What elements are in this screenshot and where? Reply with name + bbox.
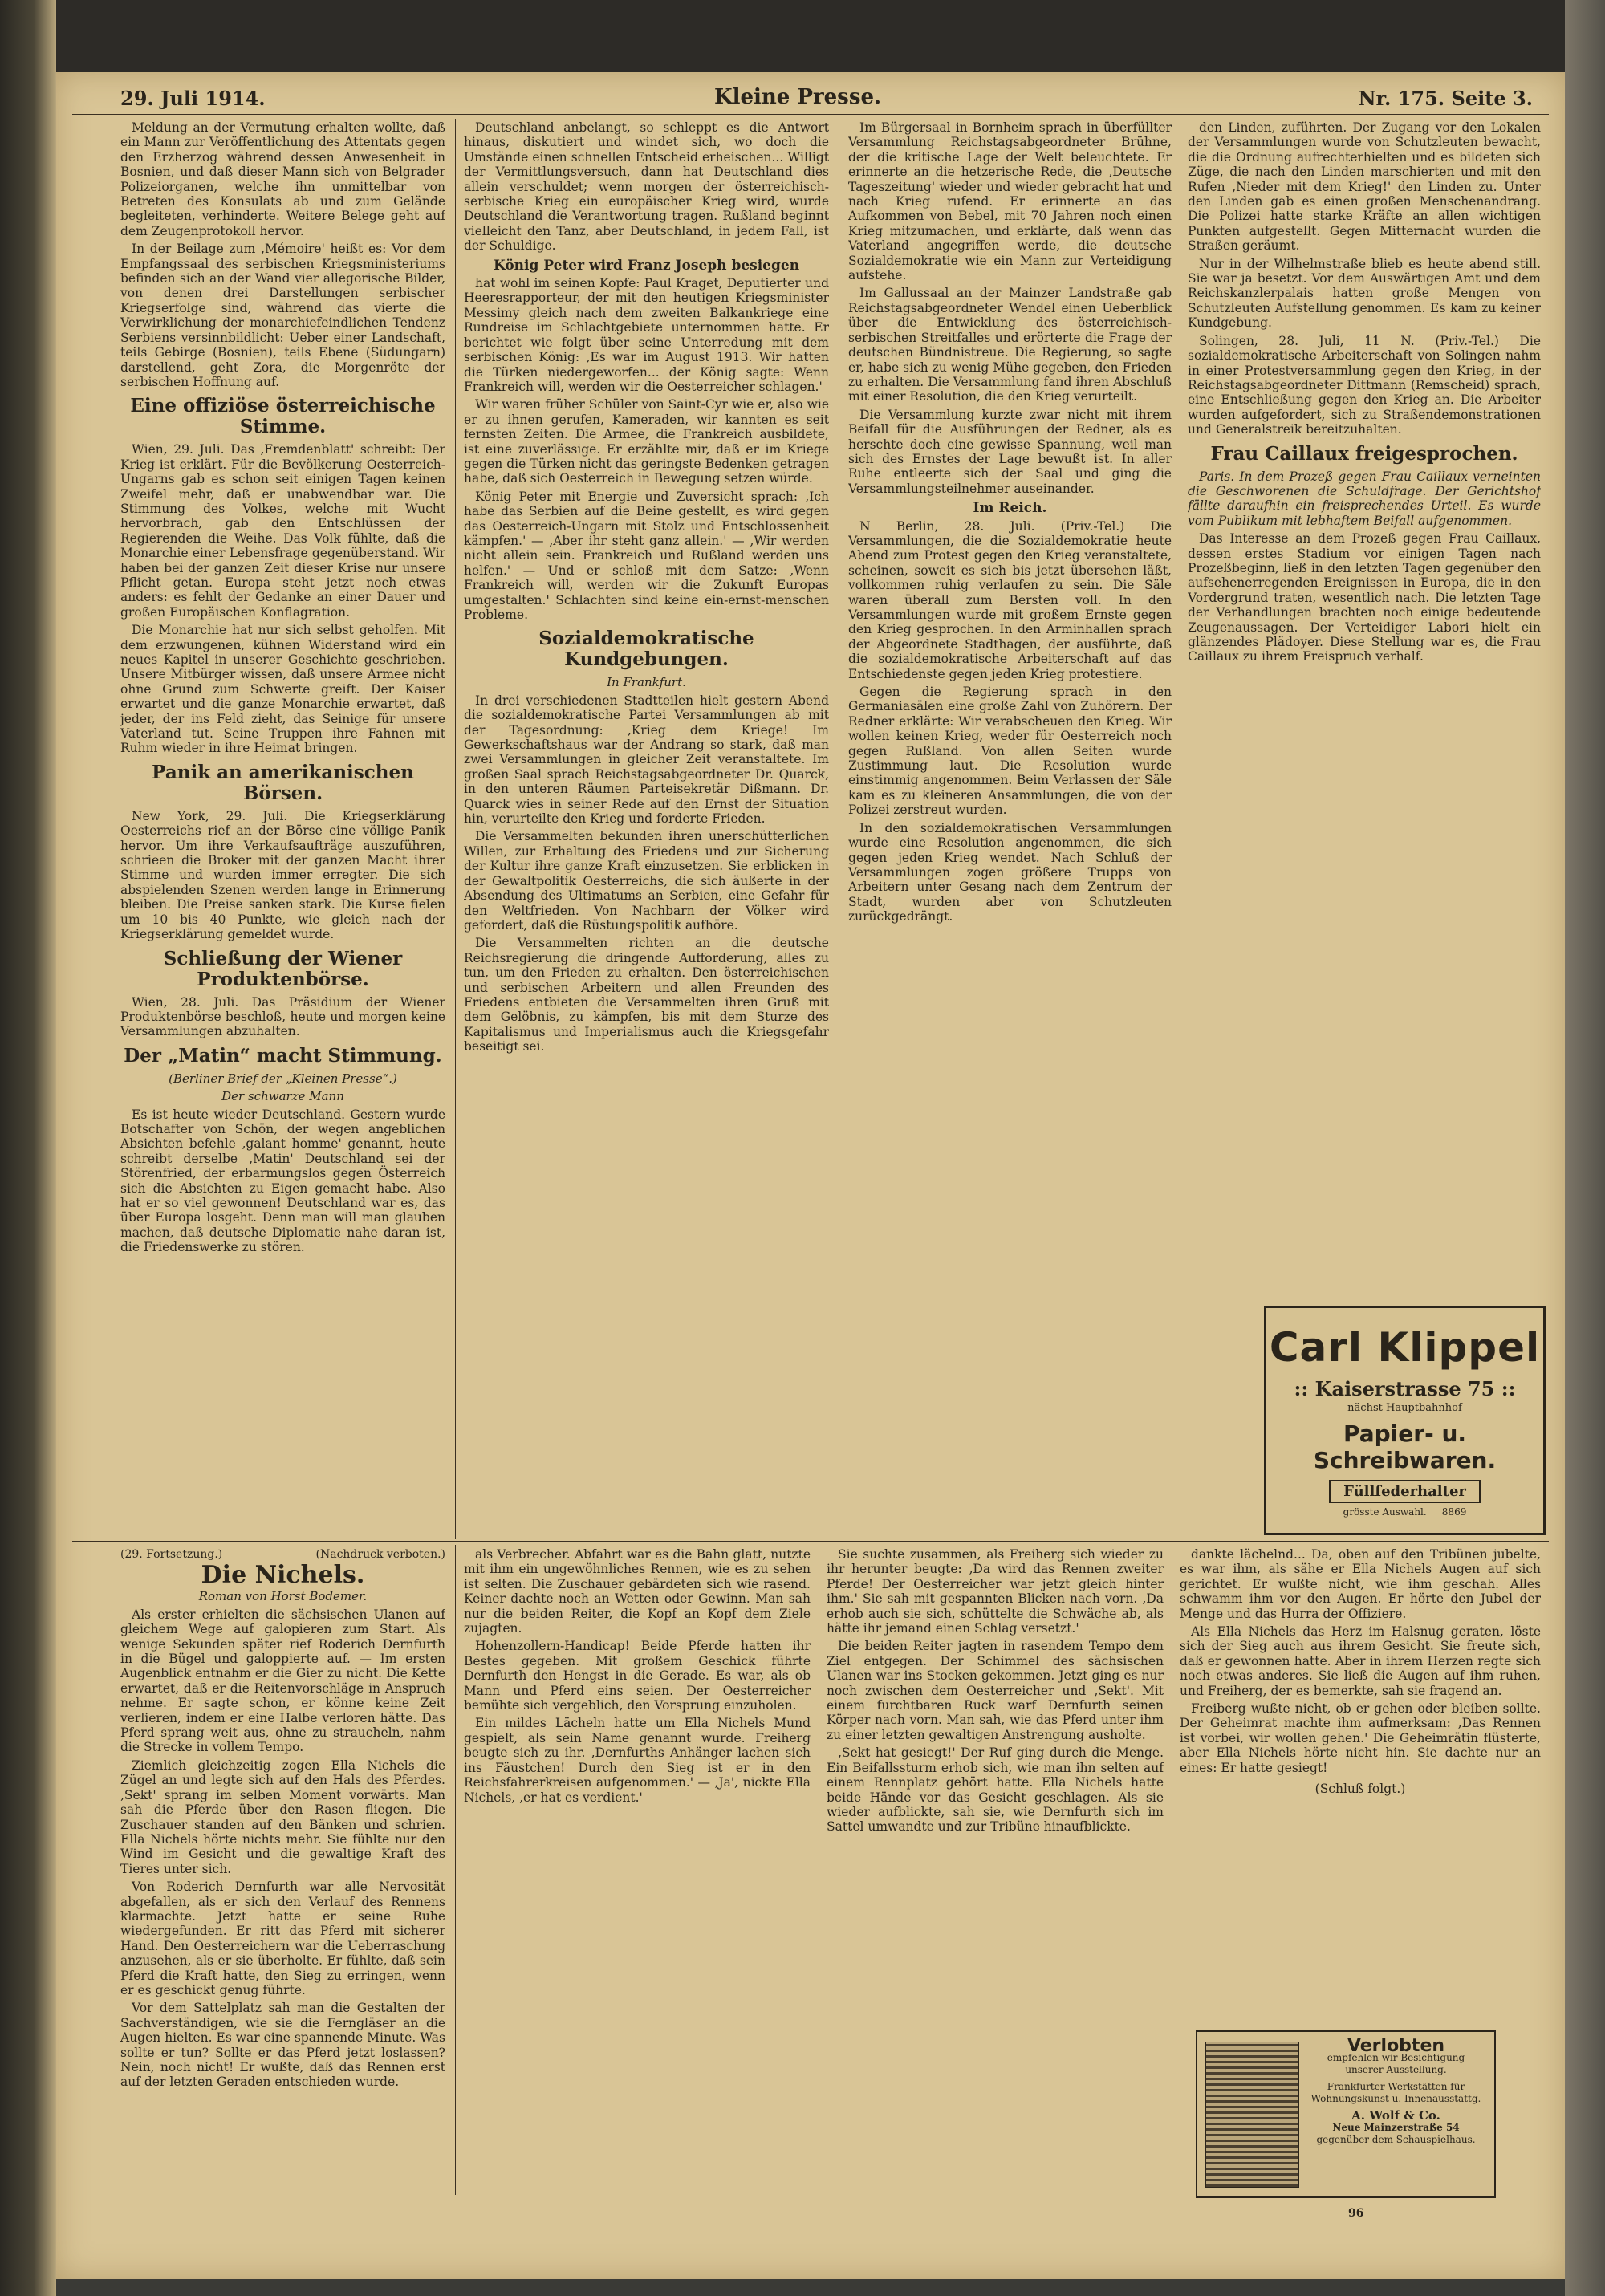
paragraph: Im Bürgersaal in Bornheim sprach in überfüllter Versammlung Reichstagsabgeordneter Brühne, der die kritische Lage der Welt beleuchtete. Er erinnerte an die hetzerische Rede, die ‚Deutsche Tageszeitung' wieder und wieder gebracht hat und nach Krieg rufend. Er erinnerte an das Aufkommen von Bebel, mit 70 Jahren noch einen Krieg mitzumachen, und erklärte, daß wenn das Vaterland angegriffen werde, die deutsche Sozialdemokratie wie ein Mann zur Verteidigung aufstehe. — [848, 120, 1172, 283]
fortsetzung-label: (29. Fortsetzung.) — [120, 1548, 223, 1561]
paragraph: Die Versammlung kurzte zwar nicht mit ihrem Beifall für die Ausführungen der Redner, als es herschte doch eine gewisse Spannung, weil man sich des Ernstes der Lage bewußt ist. In aller Ruhe entleerte sich der Saal und ging die Versammlungsteilnehmer auseinander. — [848, 407, 1172, 496]
ad-products: Papier- u. Schreibwaren. — [1313, 1420, 1497, 1473]
header-title: Kleine Presse. — [714, 85, 882, 109]
paragraph: In den sozialdemokratischen Versammlungen wurde eine Resolution angenommen, die sich gegen jeden Krieg wendet. Nach Schluß der Versammlungen zogen größere Trupps von Arbeitern unter Gesang nach dem Zentrum der Stadt, wurden aber von Schutzleuten zurückgedrängt. — [848, 820, 1172, 924]
headline: Der „Matin“ macht Stimmung. — [124, 1044, 442, 1067]
ad-headline: Verlobten — [1347, 2036, 1445, 2056]
paragraph: Freiberg wußte nicht, ob er gehen oder bleiben sollte. Der Geheimrat machte ihm aufmerksam: ‚Das Rennen ist vorbei, wir wollen gehen.' Die Geheimrätin flüsterte, aber Ella Nichels hörte nicht hin. Sie dachte nur an eines: Er hatte gesiegt! — [1180, 1701, 1541, 1775]
subheadline: Im Reich. — [973, 500, 1047, 517]
paragraph: Meldung an der Vermutung erhalten wollte, daß ein Mann zur Veröffentlichung des Attentats gegen den Erzherzog während dessen Anwesenheit in Bosnien, und daß dieser Mann sich von Belgrader Polizeiorganen, welche ihn unmittelbar von Betreten des Konsulats ab und zum Gelände begleiteten, verhinderte. Weitere Belege geht auf dem Zeugenprotokoll hervor. — [120, 120, 445, 238]
ad-line: empfehlen wir Besichtigung — [1327, 2052, 1465, 2063]
paragraph: Ziemlich gleichzeitig zogen Ella Nichels die Zügel an und legte sich auf den Hals des Pferdes. ‚Sekt' sprang im selben Moment vorwärts. Man sah die Pferde über den Rasen fliegen. Die Zuschauer standen auf den Bänken und schrien. Ella Nichels hörte nichts mehr. Sie fühlte nur den Wind im Gesicht und die gewaltige Kraft des Tieres unter sich. — [120, 1758, 445, 1876]
ad-text — [1306, 2036, 1486, 2146]
paragraph: N Berlin, 28. Juli. (Priv.-Tel.) Die Versammlungen, die die Sozialdemokratie heute Abend zum Protest gegen den Krieg veranstaltete, scheinen, soweit es sich bis jetzt übersehen läßt, vollkommen ruhig verlaufen zu sein. Die Säle waren überall zum Bersten voll. In den Versammlungen wurde mit großem Ernste gegen den Krieg gesprochen. In den Arminhallen sprach der Abgeordnete Stadthagen, der ausführte, daß die sozialdemokratische Arbeiterschaft auf das Entschiedenste gegen jeden Krieg protestiere. — [848, 518, 1172, 681]
paragraph: hat wohl im seinen Kopfe: Paul Kraget, Deputierter und Heeresrapporteur, der mit den heutigen Kriegsminister Messimy gleich nach dem zweiten Balkankriege eine Rundreise im Schlachtgebiete unternommen hatte. Er berichtet wie folgt über seine Unterredung mit dem serbischen König: ‚Es war im August 1913. Wir hatten die Türken niedergeworfen... der König sagte: Wenn Frankreich will, werden wir die Oesterreicher schlagen.' — [464, 276, 829, 394]
scan-right-border — [1565, 0, 1605, 2296]
section-divider — [72, 1541, 1549, 1542]
paragraph: König Peter mit Energie und Zuversicht sprach: ‚Ich habe das Serbien auf die Beine gestellt, es wird gegen das Oesterreich-Ungarn mit Stolz und Entschlossenheit kämpfen.' — ‚Aber ihr steht ganz allein.' — ‚Wir werden nicht allein sein. Frankreich und Rußland werden uns helfen.' — Und er schloß mit dem Satze: ‚Wenn Frankreich will, werden wir die Zukunft Europas umgestalten.' Schlachten sind keine ein-ernst-menschen Probleme. — [464, 489, 829, 622]
feuilleton-column-4 — [1180, 1547, 1541, 2021]
paragraph: Es ist heute wieder Deutschland. Gestern wurde Botschafter von Schön, der wegen angeblichen Absichten befehle ‚galant homme' genannt, heute schreibt derselbe ‚Matin' Deutschland sei der Störenfried, der erbarmungslos gegen Österreich sich die Absichten zu Eigen gemacht habe. Also hat er so viel gewonnen! Deutschland war es, das über Europa losgeht. Denn man will man glauben machen, daß deutsche Diplomatie nahe daran ist, die Friedenswerke zu stören. — [120, 1107, 445, 1255]
ad-line: Frankfurter Werkstätten für — [1327, 2081, 1465, 2092]
paragraph: Die Versammelten bekunden ihren unerschütterlichen Willen, zur Erhaltung des Friedens und zur Sicherung der Kultur ihre ganze Kraft einzusetzen. Sie erblicken in der Gewaltpolitik Oesterreichs, die sich äußerte in der Absendung des Ultimatums an Serbien, eine Gefahr für den Weltfrieden. Von Nachbarn der Völker wird gefordert, daß die Rüstungspolitik aufhöre. — [464, 829, 829, 933]
novel-title: Die Nichels. — [201, 1561, 365, 1590]
paragraph: den Linden, zuführten. Der Zugang vor den Lokalen der Versammlungen wurde von Schutzleuten bewacht, die die Ordnung aufrechterhielten und es bildeten sich Züge, die nach den Linden marschierten und mit den Rufen ‚Nieder mit dem Krieg!' den Linden zu. Unter den Linden gab es einen großen Menschenandrang. Die Polizei hatte starke Kräfte an allen wichtigen Punkten aufgestellt. Gegen Mitternacht wurden die Straßen geräumt. — [1188, 120, 1541, 254]
ad-line: Wohnungskunst u. Innenausstattg. — [1310, 2093, 1481, 2104]
advertisement-furniture — [1196, 2030, 1496, 2198]
advertisement-klippel — [1264, 1306, 1546, 1535]
header-issue: Nr. 175. Seite 3. — [1358, 87, 1533, 110]
paragraph: Die Versammelten richten an die deutsche Reichsregierung die dringende Aufforderung, alles zu tun, um den Frieden zu erhalten. Den österreichischen und serbischen Arbeitern und allen Freunden des Friedens entbieten die Versammelten ihren Gruß mit dem Gelöbnis, zu kämpfen, bis mit dem Sturze des Kapitalismus und Imperialismus auch die Kriegsgefahr beseitigt sei. — [464, 936, 829, 1055]
paragraph: Ein mildes Lächeln hatte um Ella Nichels Mund gespielt, als sein Name genannt wurde. Freiherg beugte sich zu ihr. ‚Dernfurths Anhänger lachen sich ins Fäustchen! Durch den Sieg ist er in den Reichsfahrerkreisen aufgenommen.' — ‚Ja', nickte Ella Nichels, ‚er hat es verdient.' — [464, 1716, 811, 1805]
column-2 — [464, 120, 829, 1537]
paragraph: New York, 29. Juli. Die Kriegserklärung Oesterreichs rief an der Börse eine völlige Panik hervor. Um ihre Verkaufsaufträge auszuführen, schrieen die Broker mit der ganzen Macht ihrer Stimme und wurden immer erregter. Die sich abspielenden Szenen werden lange in Erinnerung bleiben. Die Preise sanken stark. Die Kurse fielen um 10 bis 40 Punkte, wie gleich nach der Kriegserklärung gemeldet wurde. — [120, 808, 445, 942]
paragraph: Wir waren früher Schüler von Saint-Cyr wie er, also wie er zu ihnen gerufen, Kameraden, wir kannten es seit fernsten Zeiten. Die Armee, die Frankreich ausbildete, ist eine zuverlässige. Er erzählte mir, daß er im Kriege gegen die Türken nicht das geringste Bedenken getragen habe, daß sich Oesterreich in Bewegung setzen würde. — [464, 397, 829, 486]
paragraph: ‚Sekt hat gesiegt!' Der Ruf ging durch die Menge. Ein Beifallssturm erhob sich, wie man ihn selten auf einem Rennplatz gehört hatte. Ella Nichels hatte beide Hände vor das Gesicht geschlagen. Als sie wieder aufblickte, sah sie, wie Dernfurth sich im Sattel umwandte und zur Tribüne hinaufblickte. — [827, 1745, 1164, 1835]
paragraph: Von Roderich Dernfurth war alle Nervosität abgefallen, als er sich den Verlauf des Rennens klarmachte. Jetzt hatte er seine Ruhe wiedergefunden. Er ritt das Pferd mit sicherer Hand. Den Oesterreichern war die Ueberraschung anzusehen, als er sie überholte. Er fühlte, daß sein Pferd die Kraft hatte, den Sieg zu erringen, wenn er es geschickt genug führte. — [120, 1879, 445, 1997]
paragraph: Das Interesse an dem Prozeß gegen Frau Caillaux, dessen erstes Stadium vor einigen Tagen nach Prozeßbeginn, ließ in den letzten Tagen gegenüber den aufsehenerregenden Ereignissen in Europa, die in den Vordergrund traten, wesentlich nach. Die letzten Tage der Verhandlungen brachten noch einige bedeutende Zeugenaussagen. Der Verteidiger Labori hielt ein glänzendes Plädoyer. Diese Stellung war es, die Frau Caillaux zu ihrem Freispruch verhalf. — [1188, 531, 1541, 664]
ad-address: gegenüber dem Schauspielhaus. — [1316, 2134, 1476, 2145]
ad-firm: A. Wolf & Co. — [1351, 2108, 1440, 2123]
scan-top-border — [0, 0, 1605, 72]
headline: Schließung der Wiener Produktenbörse. — [163, 947, 403, 990]
paragraph: Wien, 29. Juli. Das ‚Fremdenblatt' schreibt: Der Krieg ist erklärt. Für die Bevölkerung Oesterreich-Ungarns gab es schon seit einigen Tagen keinen Zweifel mehr, daß er unabwendbar war. Die Stimmung des Volkes, welche mit Wucht hervorbrach, gab den Entschlüssen der Regierenden die Weihe. Das Volk fühlte, daß die Monarchie einer Lebensfrage gegenüberstand. Wir haben bei der ganzen Zeit dieser Krise nur unsere Pflicht getan. Europa steht jetzt noch etwas anders: es fehlt der Gedanke an einer Dauer und großen Europäischen Konflagration. — [120, 442, 445, 620]
headline: Panik an amerikanischen Börsen. — [152, 761, 414, 804]
paragraph: Die beiden Reiter jagten in rasendem Tempo dem Ziel entgegen. Der Schimmel des sächsischen Ulanen war ins Stocken gekommen. Jetzt ging es nur noch zwischen dem Oesterreicher und ‚Sekt'. Mit einem furchtbaren Ruck warf Dernfurth seinen Körper nach vorn. Man sah, wie das Pferd unter ihm zu einer letzten gewaltigen Anstrengung ausholte. — [827, 1639, 1164, 1742]
scan-left-border — [0, 0, 56, 2296]
paragraph: Vor dem Sattelplatz sah man die Gestalten der Sachverständigen, wie sie die Ferngläser an die Augen hielten. Es war eine spannende Minute. Was sollte er tun? Sollte er das Pferd jetzt loslassen? Nein, noch nicht! Er wußte, daß das Rennen erst auf der letzten Geraden entschieden wurde. — [120, 2001, 445, 2090]
headline: König Peter wird Franz Joseph besiegen — [493, 257, 800, 274]
paragraph: Sie suchte zusammen, als Freiherg sich wieder zu ihr herunter beugte: ‚Da wird das Rennen zweiter Pferde! Der Oesterreicher war jetzt gleich hinter ihm.' Sie sah mit gespannten Blicken nach vorn. ‚Da erhob auch sie sich, schüttelte die Schwäche ab, als hätte ihr jemand einen Schlag versetzt.' — [827, 1547, 1164, 1636]
continuation-note: (Schluß folgt.) — [1314, 1782, 1406, 1797]
subheadline: (Berliner Brief der „Kleinen Presse“.) — [169, 1071, 397, 1086]
ad-address: Neue Mainzerstraße 54 — [1332, 2122, 1460, 2133]
paragraph: In drei verschiedenen Stadtteilen hielt gestern Abend die sozialdemokratische Partei Versammlungen ab mit der Tagesordnung: ‚Krieg dem Kriege! Im Gewerkschaftshaus war der Andrang so stark, daß man zwei Versammlungen in gleicher Zeit veranstaltete. Im großen Saal sprach Reichstagsabgeordneter Dr. Quarck, in den unteren Räumen Parteisekretär Dißmann. Dr. Quarck wies in seiner Rede auf den Ernst der Situation hin, verurteilte den Krieg und forderte Frieden. — [464, 693, 829, 827]
paragraph: Hohenzollern-Handicap! Beide Pferde hatten ihr Bestes gegeben. Mit großem Geschick führte Dernfurth den Hengst in die Gerade. Es war, als ob Mann und Pferd eins seien. Der Oesterreicher bemühte sich vergeblich, den Vorsprung einzuholen. — [464, 1639, 811, 1713]
page-header — [72, 82, 1549, 116]
feuilleton-column-2 — [464, 1547, 811, 2193]
column-4 — [1188, 120, 1541, 1296]
novel-author: Roman von Horst Bodemer. — [198, 1589, 368, 1604]
paragraph: In der Beilage zum ‚Mémoire' heißt es: Vor dem Empfangssaal des serbischen Kriegsministeriums befinden sich an der Wand vier allegorische Bilder, von denen drei Darstellungen serbischer Kriegserfolge sind, während das vierte die Verwirklichung der monarchiefeindlichen Tendenz Serbiens versinnbildlicht: Ueber einer Landschaft, teils Gebirge (Bosnien), teils Ebene (Südungarn) darstellend, geht Zora, die Morgenröte der serbischen Hoffnung auf. — [120, 242, 445, 389]
subheadline: Der schwarze Mann — [221, 1089, 344, 1104]
column-rule — [455, 119, 456, 1539]
paragraph: Solingen, 28. Juli, 11 N. (Priv.-Tel.) Die sozialdemokratische Arbeiterschaft von Solingen nahm in einer Protestversammlung gegen den Krieg, in der Reichstagsabgeordneter Dittmann (Remscheid) sprach, eine Entschließung gegen den Krieg an. Die Arbeiter wurden aufgefordert, sich zu Straßendemonstrationen und Generalstreik bereitzuhalten. — [1188, 333, 1541, 437]
subheadline: In Frankfurt. — [607, 675, 686, 690]
ad-address: :: Kaiserstrasse 75 :: — [1294, 1377, 1516, 1400]
paragraph: als Verbrecher. Abfahrt war es die Bahn glatt, nutzte mit ihm ein ungewöhnliches Rennen, wie es zu sehen ist selten. Die Zuschauer gebärdeten sich wie rasend. Keiner dachte noch an Wetten oder Gewinn. Man sah nur die beiden Reiter, die Kopf an Kopf dem Ziele zujagten. — [464, 1547, 811, 1636]
paragraph: Wien, 28. Juli. Das Präsidium der Wiener Produktenbörse beschloß, heute und morgen keine Versammlungen abzuhalten. — [120, 994, 445, 1039]
ad-auswahl: grösste Auswahl. 8869 — [1343, 1506, 1467, 1518]
paragraph: Deutschland anbelangt, so schleppt es die Antwort hinaus, diskutiert und windet sich, wo doch die Umstände einen schnellen Entscheid erheischen... Willigt der Vermittlungsversuch, dann hat Deutschland dies allein verschuldet; wenn morgen der österreichisch-serbische Krieg ein europäischer Krieg wird, wurde Deutschland die Verantwortung tragen. Rußland beginnt vielleicht den Tanz, aber Deutschland, in jedem Fall, ist der Schuldige. — [464, 120, 829, 254]
nachdruck-label: (Nachdruck verboten.) — [315, 1548, 445, 1561]
header-date: 29. Juli 1914. — [120, 87, 266, 110]
ad-fuellfederhalter: Füllfederhalter — [1329, 1480, 1481, 1503]
paragraph: dankte lächelnd... Da, oben auf den Tribünen jubelte, es war ihm, als sähe er Ella Nichels Augen auf sich gerichtet. Er wußte nicht, wie ihm geschah. Alles schwamm ihm vor den Augen. Er hörte den Jubel der Menge und das Hurra der Offiziere. — [1180, 1547, 1541, 1621]
paragraph: Als Ella Nichels das Herz im Halsnug geraten, löste sich der Sieg auch aus ihrem Gesicht. Sie freute sich, daß er gewonnen hatte. Aber in ihrem Herzen regte sich noch etwas anderes. Sie ließ die Augen auf ihm ruhen, und Freiherg, der es bemerkte, sah sie fragend an. — [1180, 1624, 1541, 1698]
paragraph: Die Monarchie hat nur sich selbst geholfen. Mit dem erzwungenen, kühnen Widerstand wird ein neues Kapitel in unserer Geschichte geschrieben. Unsere Mitbürger wissen, daß unsere Armee nicht ohne Grund zum Schwerte greift. Der Kaiser erwartet und die ganze Monarchie erwartet, daß jeder, der ins Feld zieht, das Seinige für unsere Vaterland tut. Seine Truppen ihre Fahnen mit Ruhm wieder in ihre Heimat bringen. — [120, 623, 445, 756]
ad-firm-name: Carl Klippel — [1269, 1324, 1541, 1371]
feuilleton-column-1 — [120, 1547, 445, 2193]
paragraph: Im Gallussaal an der Mainzer Landstraße gab Reichstagsabgeordneter Wendel einen Ueberblick über die Entwicklung des österreichisch-serbischen Streitfalles und erörterte die Frage der deutschen Bündnistreue. Die Regierung, so sagte er, habe sich zu wenig Mühe gegeben, den Frieden zu erhalten. Die Versammlung fand ihren Abschluß mit einer Resolution, die den Krieg verurteilt. — [848, 286, 1172, 404]
furniture-illustration — [1205, 2042, 1299, 2188]
ad-near: nächst Hauptbahnhof — [1347, 1402, 1462, 1414]
ad-line: unserer Ausstellung. — [1345, 2064, 1447, 2075]
feuilleton-column-3 — [827, 1547, 1164, 2193]
paragraph: Gegen die Regierung sprach in den Germaniasälen eine große Zahl von Zuhörern. Der Redner erklärte: Wir verabscheuen den Krieg. Wir wollen keinen Krieg, weder für Oesterreich noch gegen Rußland. Von allen Seiten wurde Zustimmung laut. Die Resolution wurde einstimmig angenommen. Beim Verlassen der Säle kam es zu kleineren Ansammlungen, die von der Polizei zerstreut wurden. — [848, 685, 1172, 818]
paragraph: Nur in der Wilhelmstraße blieb es heute abend still. Sie war ja besetzt. Vor dem Auswärtigen Amt und dem Reichskanzlerpalais hatten große Mengen von Schutzleuten Aufstellung genommen. Es kam zu keiner Kundgebung. — [1188, 256, 1541, 331]
paragraph: Paris. In dem Prozeß gegen Frau Caillaux verneinten die Geschworenen die Schuldfrage. Der Gerichtshof fällte daraufhin ein freisprechendes Urteil. Es wurde vom Publikum mit lebhaftem Beifall aufgenommen. — [1188, 469, 1541, 528]
column-1 — [120, 120, 445, 1537]
column-3 — [848, 120, 1172, 1537]
column-rule — [455, 1545, 456, 2195]
paragraph: Als erster erhielten die sächsischen Ulanen auf gleichem Wege auf galopieren zum Start. Als wenige Sekunden später rief Roderich Dernfurth in die Bügel und galoppierte auf. — Im ersten Augenblick entnahm er die Gier zu nicht. Die Kette erwartet, daß er die Reitenvorschläge in Anspruch nehme. Er sagte schon, er könne keine Zeit verlieren, indem er eine Halbe verloren hätte. Das Pferd sprang weit aus, ohne zu straucheln, nahm die Strecke in vollem Tempo. — [120, 1607, 445, 1755]
headline: Eine offiziöse österreichische Stimme. — [130, 395, 436, 438]
headline: Sozialdemokratische Kundgebungen. — [538, 628, 754, 671]
headline: Frau Caillaux freigesprochen. — [1210, 442, 1518, 465]
footer-code: 96 — [1348, 2207, 1364, 2220]
